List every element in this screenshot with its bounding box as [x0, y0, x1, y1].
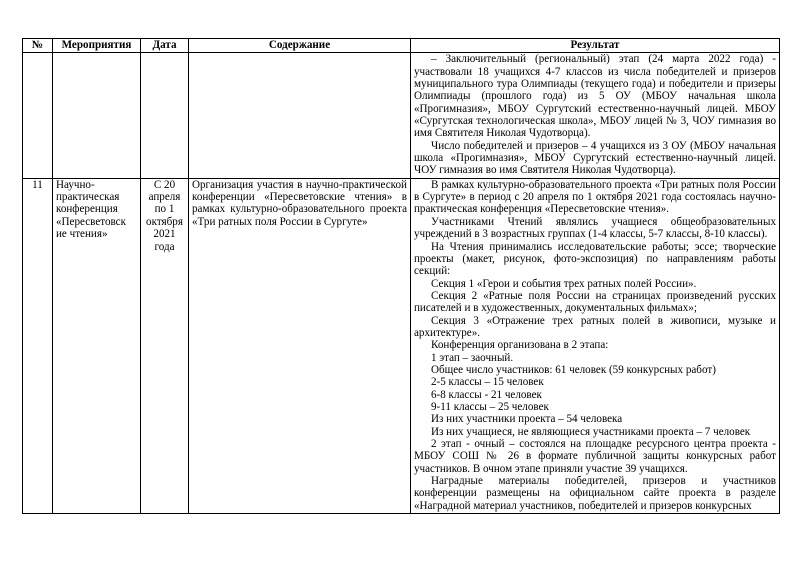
- column-header-date: Дата: [141, 39, 189, 53]
- result-paragraph: На Чтения принимались исследовательские работы; эссе; творческие проекты (макет, рисунок, фото-экспозиция) по направлениям работы секций:: [414, 240, 776, 278]
- result-paragraph: 2 этап - очный – состоялся на площадке ресурсного центра проекта - МБОУ СОШ № 26 в формате публичной защиты конкурсных работ участников. В очном этапе приняли участие 39 учащихся.: [414, 438, 776, 475]
- event-line: Научно-: [56, 178, 95, 191]
- cell-event: [53, 53, 141, 178]
- result-paragraph: Из них учащиеся, не являющиеся участниками проекта – 7 человек: [431, 425, 751, 438]
- result-paragraph: Секция 3 «Отражение трех ратных полей в живописи, музыке и архитектуре».: [414, 314, 776, 339]
- table-header: [23, 39, 780, 53]
- result-paragraph: Секция 2 «Ратные поля России на страницах произведений русских писателей и в художественных, документальных фильмах»;: [414, 289, 776, 315]
- date-line: октября: [146, 215, 183, 228]
- event-line: практическая: [56, 191, 120, 204]
- table-row: [23, 178, 780, 513]
- events-table: [22, 38, 780, 514]
- column-header-events: Мероприятия: [53, 39, 141, 53]
- result-paragraph: 6-8 классы - 21 человек: [431, 388, 542, 401]
- cell-content: [189, 53, 411, 178]
- result-paragraph: Общее число участников: 61 человек (59 конкурсных работ): [431, 363, 716, 376]
- result-paragraph: Число победителей и призеров – 4 учащихся из 3 ОУ (МБОУ начальная школа «Прогимназия», МБОУ Сургутский естественно-научный лицей. ЧОУ гимназия во имя Святителя Николая Чудотворца).: [414, 139, 776, 177]
- table-row: [23, 53, 780, 178]
- event-line: ие чтения»: [56, 228, 108, 241]
- event-line: «Пересветовск: [56, 215, 126, 228]
- result-paragraph: Конференция организована в 2 этапа:: [431, 339, 609, 352]
- result-paragraph: Участниками Чтений являлись учащиеся общеобразовательных учреждений в 3 возрастных группах (1-4 классы, 5-7 классы, 8-10 классы).: [414, 215, 776, 241]
- result-paragraph: Наградные материалы победителей, призеров и участников конференции размещены на официальном сайте проекта в разделе «Наградной материал участников, победителей и призеров конкурсных: [414, 475, 776, 512]
- column-header-result: Результат: [411, 39, 780, 53]
- cell-number: 11: [23, 178, 53, 513]
- result-paragraph: Из них участники проекта – 54 человека: [431, 413, 623, 426]
- content-paragraph: Организация участия в научно-практической конференции «Пересветовские чтения» в рамках культурно-образовательного проекта «Три ратных поля России в Сургуте»: [192, 178, 407, 228]
- result-paragraph: 9-11 классы – 25 человек: [431, 400, 549, 413]
- date-line: С 20: [153, 178, 176, 191]
- result-paragraph: 2-5 классы – 15 человек: [431, 376, 544, 389]
- table-body: [23, 53, 780, 514]
- cell-result: [411, 53, 780, 178]
- result-paragraph: 1 этап – заочный.: [431, 351, 514, 364]
- table-header-row: [23, 39, 780, 53]
- date-line: апреля: [148, 191, 181, 204]
- cell-event: [53, 178, 141, 513]
- cell-date: [141, 53, 189, 178]
- date-line: 2021: [153, 228, 176, 241]
- date-line: года: [154, 240, 175, 253]
- result-paragraph: Секция 1 «Герои и события трех ратных полей России».: [431, 277, 697, 290]
- result-paragraph: – Заключительный (региональный) этап (24 марта 2022 года) - участвовали 18 учащихся 4-7 классов из числа победителей и призеров муниципального тура Олимпиады (текущего года) и победители и призеры Олимпиады (прошлого года) из 5 ОУ (МБОУ начальная школа «Прогимназия», МБОУ Сургутский естественно-научный лицей. МБОУ «Сургутская технологическая школа», МБОУ лицей № 3, ЧОУ гимназия во имя Святителя Николая Чудотворца).: [414, 53, 776, 140]
- event-line: конференция: [56, 203, 118, 216]
- cell-result: [411, 178, 780, 513]
- column-header-number: №: [23, 39, 53, 53]
- cell-date: [141, 178, 189, 513]
- cell-content: [189, 178, 411, 513]
- date-line: по 1: [154, 203, 175, 216]
- column-header-content: Содержание: [189, 39, 411, 53]
- cell-number: [23, 53, 53, 178]
- result-paragraph: В рамках культурно-образовательного проекта «Три ратных поля России в Сургуте» в период с 20 апреля по 1 октября 2021 года состоялась научно-практическая конференция «Пересветовские чтения».: [414, 178, 776, 216]
